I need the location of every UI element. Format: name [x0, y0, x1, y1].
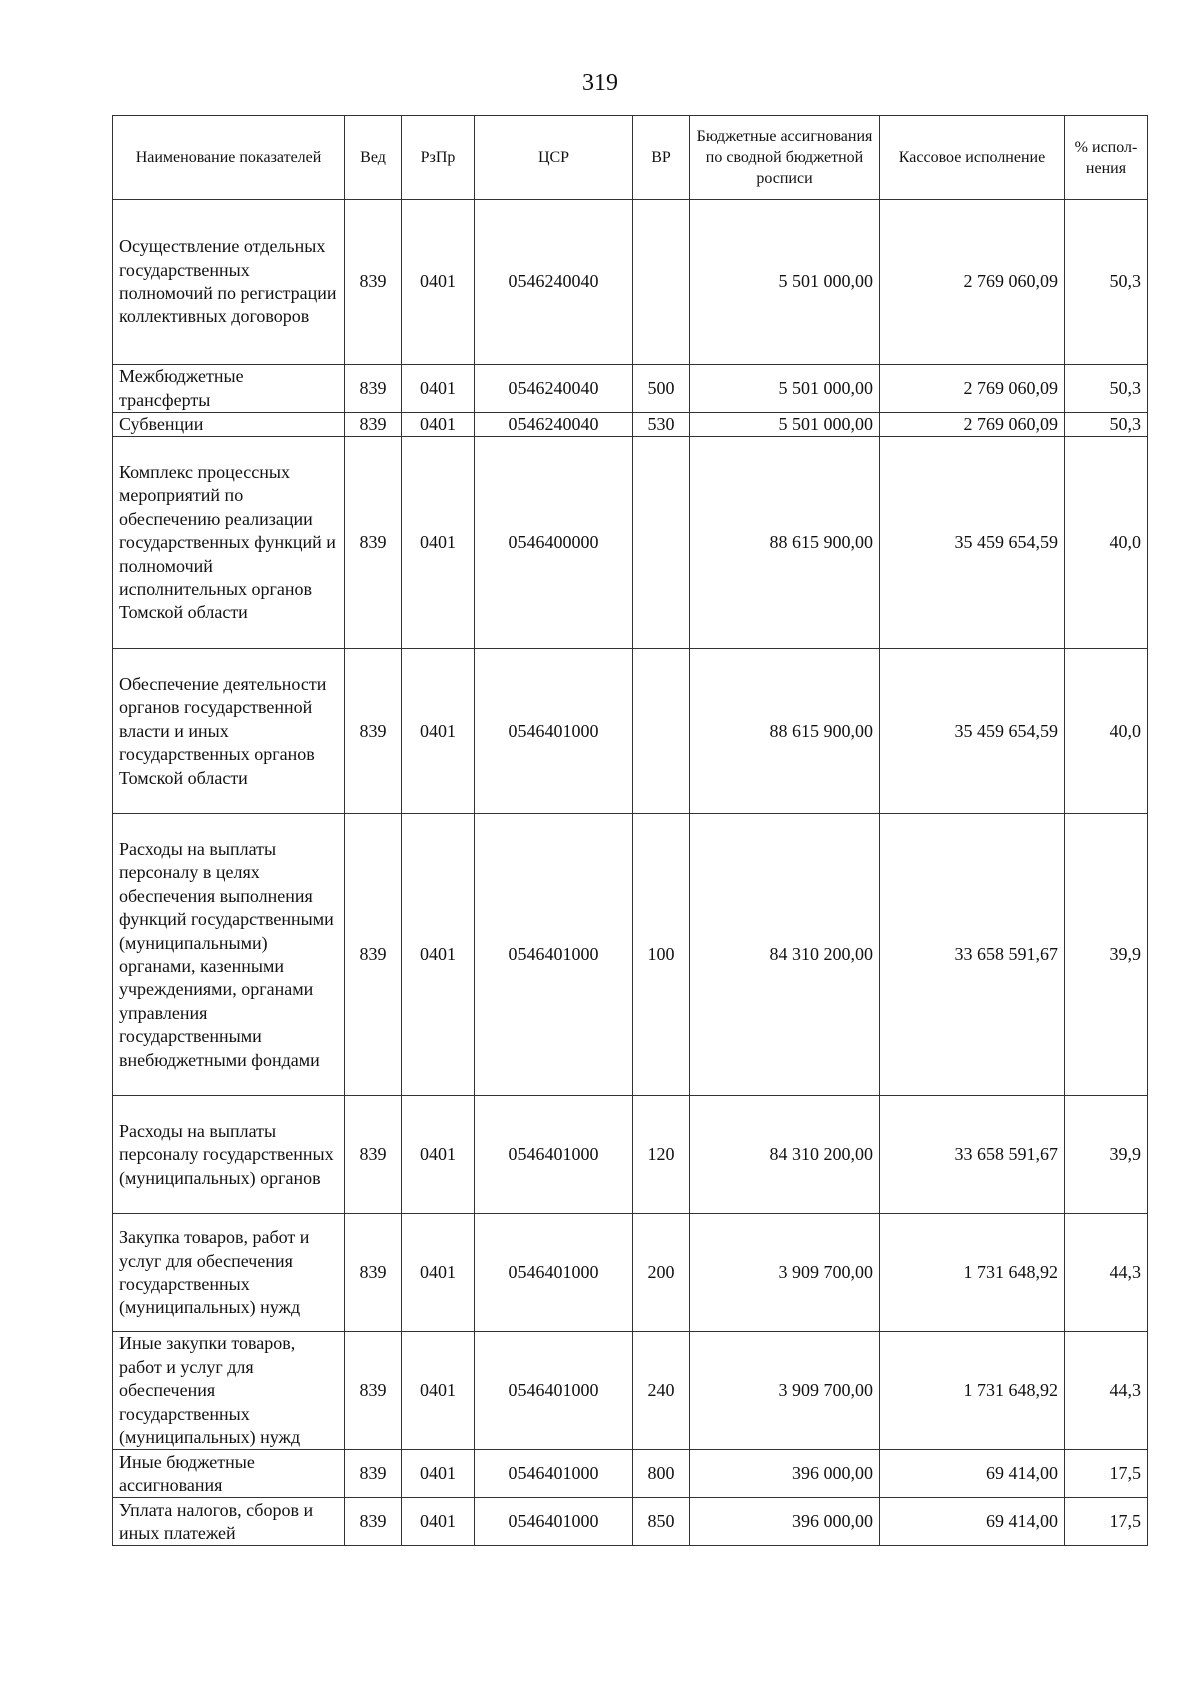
row-pct: 44,3 [1065, 1332, 1148, 1450]
row-ved: 839 [345, 649, 402, 814]
header-budget: Бюджетные ассигнования по сводной бюджетной росписи [690, 116, 880, 200]
row-csr: 0546401000 [475, 1498, 633, 1546]
row-csr: 0546400000 [475, 437, 633, 649]
row-csr: 0546401000 [475, 1332, 633, 1450]
budget-execution-table [112, 115, 1148, 1546]
header-ved: Вед [345, 116, 402, 200]
row-pct: 40,0 [1065, 437, 1148, 649]
row-budget: 5 501 000,00 [690, 413, 880, 437]
header-name: Наименование показателей [113, 116, 345, 200]
row-budget: 84 310 200,00 [690, 814, 880, 1096]
row-cash: 2 769 060,09 [880, 200, 1065, 365]
row-csr: 0546401000 [475, 814, 633, 1096]
row-cash: 69 414,00 [880, 1450, 1065, 1498]
row-csr: 0546240040 [475, 413, 633, 437]
table-row [113, 1498, 1148, 1546]
row-name: Комплекс процессных мероприятий по обеспечению реализации государственных функций и полномочий исполнительных органов Томской области [113, 437, 345, 649]
row-vr: 200 [633, 1214, 690, 1332]
row-vr: 800 [633, 1450, 690, 1498]
table-row [113, 1214, 1148, 1332]
row-rzpr: 0401 [402, 1214, 475, 1332]
row-rzpr: 0401 [402, 814, 475, 1096]
row-rzpr: 0401 [402, 1332, 475, 1450]
row-pct: 44,3 [1065, 1214, 1148, 1332]
row-ved: 839 [345, 1498, 402, 1546]
row-budget: 84 310 200,00 [690, 1096, 880, 1214]
row-pct: 50,3 [1065, 413, 1148, 437]
row-vr: 240 [633, 1332, 690, 1450]
page-number: 319 [582, 70, 618, 96]
row-rzpr: 0401 [402, 437, 475, 649]
row-cash: 33 658 591,67 [880, 814, 1065, 1096]
table-row [113, 200, 1148, 365]
row-pct: 39,9 [1065, 814, 1148, 1096]
row-name: Осуществление отдельных государственных полномочий по регистрации коллективных договоров [113, 200, 345, 365]
header-pct: % испол-нения [1065, 116, 1148, 200]
row-ved: 839 [345, 413, 402, 437]
row-budget: 3 909 700,00 [690, 1214, 880, 1332]
row-name: Расходы на выплаты персоналу государственных (муниципальных) органов [113, 1096, 345, 1214]
row-name: Уплата налогов, сборов и иных платежей [113, 1498, 345, 1546]
row-ved: 839 [345, 1332, 402, 1450]
row-budget: 5 501 000,00 [690, 365, 880, 413]
row-cash: 2 769 060,09 [880, 365, 1065, 413]
table-row [113, 437, 1148, 649]
row-csr: 0546401000 [475, 649, 633, 814]
row-name: Иные закупки товаров, работ и услуг для обеспечения государственных (муниципальных) нужд [113, 1332, 345, 1450]
row-pct: 39,9 [1065, 1096, 1148, 1214]
row-pct: 17,5 [1065, 1498, 1148, 1546]
table-row [113, 814, 1148, 1096]
row-ved: 839 [345, 1214, 402, 1332]
row-ved: 839 [345, 1450, 402, 1498]
row-name: Закупка товаров, работ и услуг для обеспечения государственных (муниципальных) нужд [113, 1214, 345, 1332]
row-ved: 839 [345, 200, 402, 365]
row-csr: 0546401000 [475, 1214, 633, 1332]
row-vr: 120 [633, 1096, 690, 1214]
row-rzpr: 0401 [402, 1450, 475, 1498]
row-ved: 839 [345, 1096, 402, 1214]
row-csr: 0546401000 [475, 1450, 633, 1498]
row-vr: 100 [633, 814, 690, 1096]
row-cash: 35 459 654,59 [880, 649, 1065, 814]
row-name: Расходы на выплаты персоналу в целях обеспечения выполнения функций государственными (муниципальными) органами, казенными учреждениями, органами управления государственными внебюджетными фондами [113, 814, 345, 1096]
row-budget: 5 501 000,00 [690, 200, 880, 365]
row-csr: 0546401000 [475, 1096, 633, 1214]
row-ved: 839 [345, 814, 402, 1096]
row-rzpr: 0401 [402, 1096, 475, 1214]
row-vr [633, 649, 690, 814]
row-budget: 396 000,00 [690, 1450, 880, 1498]
row-rzpr: 0401 [402, 365, 475, 413]
header-csr: ЦСР [475, 116, 633, 200]
row-rzpr: 0401 [402, 1498, 475, 1546]
row-budget: 88 615 900,00 [690, 649, 880, 814]
header-cash: Кассовое исполнение [880, 116, 1065, 200]
table-row [113, 413, 1148, 437]
row-cash: 1 731 648,92 [880, 1332, 1065, 1450]
header-rzpr: РзПр [402, 116, 475, 200]
row-rzpr: 0401 [402, 413, 475, 437]
row-csr: 0546240040 [475, 200, 633, 365]
row-cash: 69 414,00 [880, 1498, 1065, 1546]
row-cash: 1 731 648,92 [880, 1214, 1065, 1332]
row-ved: 839 [345, 365, 402, 413]
row-name: Обеспечение деятельности органов государственной власти и иных государственных органов Томской области [113, 649, 345, 814]
table-row [113, 1450, 1148, 1498]
table-row [113, 1096, 1148, 1214]
row-vr [633, 437, 690, 649]
row-vr: 530 [633, 413, 690, 437]
table-row [113, 365, 1148, 413]
row-name: Субвенции [113, 413, 345, 437]
row-name: Межбюджетные трансферты [113, 365, 345, 413]
header-vr: ВР [633, 116, 690, 200]
row-vr: 850 [633, 1498, 690, 1546]
table-row [113, 1332, 1148, 1450]
row-name: Иные бюджетные ассигнования [113, 1450, 345, 1498]
row-budget: 396 000,00 [690, 1498, 880, 1546]
row-rzpr: 0401 [402, 649, 475, 814]
row-ved: 839 [345, 437, 402, 649]
row-cash: 33 658 591,67 [880, 1096, 1065, 1214]
row-vr [633, 200, 690, 365]
row-budget: 88 615 900,00 [690, 437, 880, 649]
row-budget: 3 909 700,00 [690, 1332, 880, 1450]
row-pct: 17,5 [1065, 1450, 1148, 1498]
row-pct: 50,3 [1065, 200, 1148, 365]
row-cash: 2 769 060,09 [880, 413, 1065, 437]
row-csr: 0546240040 [475, 365, 633, 413]
row-vr: 500 [633, 365, 690, 413]
row-pct: 40,0 [1065, 649, 1148, 814]
table-header-row [113, 116, 1148, 200]
table-row [113, 649, 1148, 814]
row-cash: 35 459 654,59 [880, 437, 1065, 649]
row-pct: 50,3 [1065, 365, 1148, 413]
row-rzpr: 0401 [402, 200, 475, 365]
